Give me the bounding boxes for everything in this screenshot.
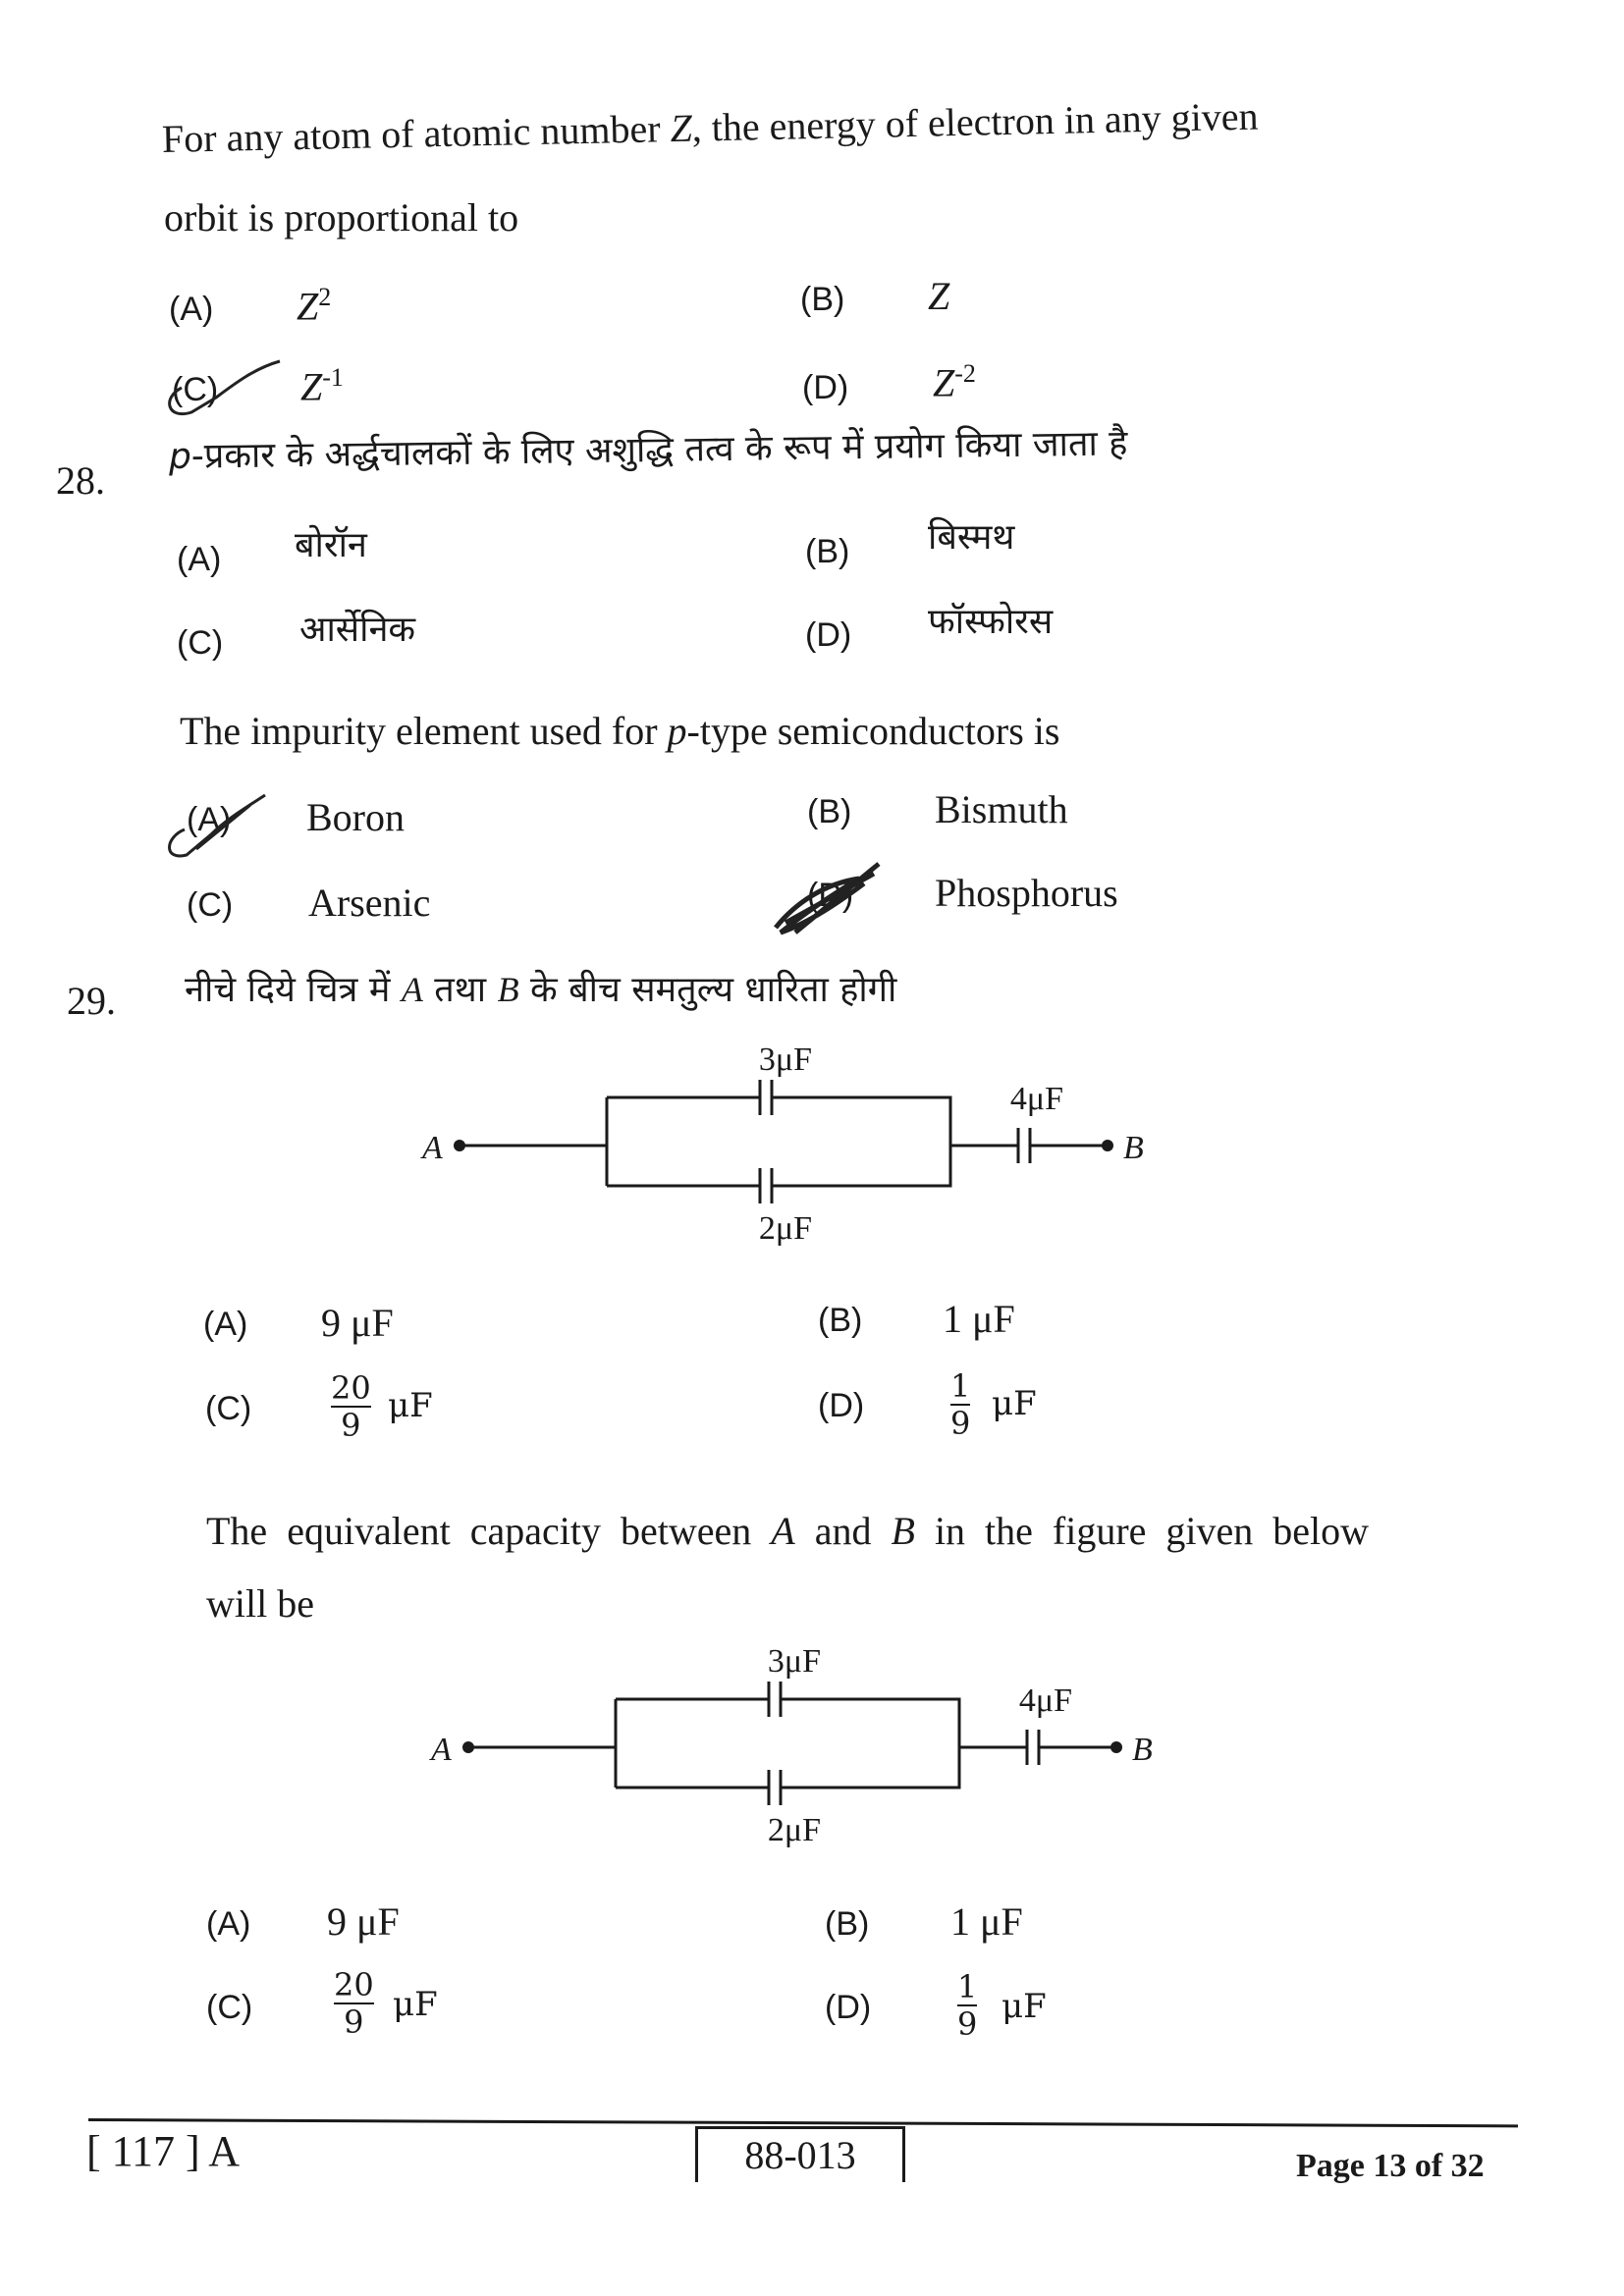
q27-option-a-label: (A) [169, 291, 214, 328]
footer-left-code: [ 117 ] A [86, 2127, 241, 2175]
q29-hi-option-a-label: (A) [203, 1306, 248, 1343]
q28-en-option-c-label: (C) [187, 886, 234, 924]
capacitor-2uf-label: 2μF [767, 1812, 822, 1848]
capacitor-3uf-label: 3μF [758, 1041, 813, 1078]
q27-option-c-label: (C) [172, 371, 219, 408]
q28-en-option-c-value: Arsenic [308, 881, 431, 925]
q29-question-hindi [185, 972, 896, 1008]
q27-option-c-value [300, 363, 344, 409]
capacitor-4uf-label: 4μF [1018, 1682, 1073, 1719]
variable: B [497, 970, 519, 1009]
capacitor-4uf-label: 4μF [1009, 1081, 1064, 1117]
q28-question-hindi [168, 423, 1128, 477]
q27-option-a-value [297, 283, 332, 329]
text: , the energy of electron in any given [691, 93, 1259, 150]
q27-option-d-value [933, 359, 976, 405]
q28-question-english [180, 709, 1060, 753]
numerator: 20 [334, 1966, 374, 2003]
q29-hi-option-c-fraction [331, 1369, 371, 1444]
node-b-dot [1102, 1140, 1113, 1151]
base: Z [300, 364, 323, 409]
q29-en-option-b-value: 1 μF [950, 1899, 1023, 1944]
exponent: -2 [954, 359, 976, 388]
q29-en-option-a-label: (A) [206, 1905, 251, 1943]
capacitor-4uf [1018, 1128, 1030, 1163]
q28-en-option-d-value: Phosphorus [935, 871, 1118, 915]
capacitor-3uf [769, 1682, 781, 1717]
node-b-dot [1110, 1741, 1122, 1753]
base: Z [933, 360, 955, 405]
text: and [794, 1509, 892, 1553]
text: The equivalent capacity between [206, 1509, 772, 1553]
q29-en-option-d-fraction [957, 1968, 978, 2043]
q27-question-line2: orbit is proportional to [164, 195, 519, 240]
numerator: 1 [957, 1968, 978, 2005]
q27-option-b-label: (B) [800, 281, 845, 318]
q29-en-option-c-unit: μF [393, 1985, 438, 2024]
denominator: 9 [957, 2005, 978, 2043]
denominator: 9 [950, 1405, 971, 1442]
q28-hi-option-a-label: (A) [177, 541, 222, 578]
q29-hi-option-c-label: (C) [205, 1390, 252, 1427]
text: तथा [422, 970, 498, 1010]
q28-en-option-b-label: (B) [807, 793, 852, 830]
q28-en-option-a-label: (A) [187, 801, 232, 838]
text: -प्रकार के अर्द्धचालकों के लिए अशुद्धि तत्व के रूप में प्रयोग किया जाता है [190, 423, 1128, 477]
node-b-label: B [1123, 1130, 1144, 1166]
denominator: 9 [344, 2003, 364, 2041]
exponent: 2 [318, 283, 332, 311]
text: in the figure given below [914, 1509, 1370, 1553]
capacitor-2uf [760, 1168, 772, 1203]
q29-question-english-line2: will be [206, 1581, 314, 1626]
q28-en-option-b-value: Bismuth [935, 787, 1068, 831]
q29-en-option-b-label: (B) [825, 1905, 870, 1943]
variable: A [771, 1509, 795, 1553]
q29-en-option-c-fraction [334, 1966, 374, 2041]
q29-hi-option-d-label: (D) [818, 1387, 865, 1424]
handwritten-scribble-icon [766, 854, 903, 942]
text: The impurity element used for [180, 709, 668, 753]
node-b-label: B [1132, 1732, 1153, 1768]
q28-hi-option-a-value: बोरॉन [295, 525, 367, 565]
variable: Z [670, 105, 693, 151]
q28-hi-option-c-value: आर्सेनिक [299, 610, 416, 650]
node-a-label: A [422, 1130, 443, 1166]
node-a-label: A [431, 1732, 452, 1768]
base: Z [297, 284, 319, 329]
q29-en-option-d-unit: μF [1001, 1987, 1047, 2026]
variable: p [667, 709, 687, 753]
q27-option-d-label: (D) [802, 369, 849, 406]
capacitor-3uf-label: 3μF [767, 1643, 822, 1680]
q27-option-b-value: Z [928, 274, 950, 318]
q28-hi-option-d-value: फॉस्फोरस [928, 602, 1054, 642]
q29-en-option-d-label: (D) [825, 1989, 872, 2026]
exponent: -1 [322, 363, 344, 392]
text: नीचे दिये चित्र में [185, 970, 402, 1010]
text: के बीच समतुल्य धारिता होगी [518, 970, 897, 1010]
numerator: 20 [331, 1369, 371, 1407]
q28-en-option-a-value: Boron [306, 795, 405, 839]
q29-hi-option-b-value: 1 μF [943, 1297, 1015, 1341]
footer-paper-code: 88-013 [695, 2126, 905, 2182]
capacitor-3uf [760, 1080, 772, 1115]
q28-hi-option-b-value: बिस्मथ [928, 517, 1015, 558]
q29-hi-option-a-value: 9 μF [321, 1301, 394, 1345]
capacitor-2uf-label: 2μF [758, 1210, 813, 1247]
text: For any atom of atomic number [161, 106, 672, 161]
variable: A [401, 970, 423, 1009]
q29-question-english [206, 1509, 1510, 1553]
q28-hi-option-c-label: (C) [177, 624, 224, 662]
text: -type semiconductors is [686, 709, 1060, 753]
q29-hi-option-b-label: (B) [818, 1302, 863, 1339]
handwritten-tick-mark-icon [157, 790, 275, 869]
q29-en-option-a-value: 9 μF [327, 1899, 400, 1944]
capacitor-circuit-diagram [412, 1041, 1159, 1256]
q29-hi-option-d-unit: μF [992, 1384, 1037, 1423]
handwritten-tick-mark-icon [157, 353, 295, 422]
q28-hi-option-b-label: (B) [805, 533, 850, 570]
q29-number: 29. [67, 979, 116, 1023]
page-number: Page 13 of 32 [1296, 2148, 1485, 2184]
capacitor-2uf [769, 1770, 781, 1805]
capacitor-circuit-diagram [421, 1642, 1167, 1858]
variable: B [891, 1509, 915, 1553]
q28-hi-option-d-label: (D) [805, 616, 852, 654]
q29-en-option-c-label: (C) [206, 1989, 253, 2026]
capacitor-4uf [1027, 1730, 1039, 1765]
q29-hi-option-c-unit: μF [388, 1386, 433, 1425]
denominator: 9 [341, 1407, 361, 1444]
variable: p [168, 436, 192, 477]
q29-hi-option-d-fraction [950, 1367, 971, 1442]
numerator: 1 [950, 1367, 971, 1405]
q28-en-option-d-label: (D) [807, 877, 854, 914]
q27-question-line1 [161, 93, 1259, 161]
q28-number: 28. [56, 458, 105, 503]
